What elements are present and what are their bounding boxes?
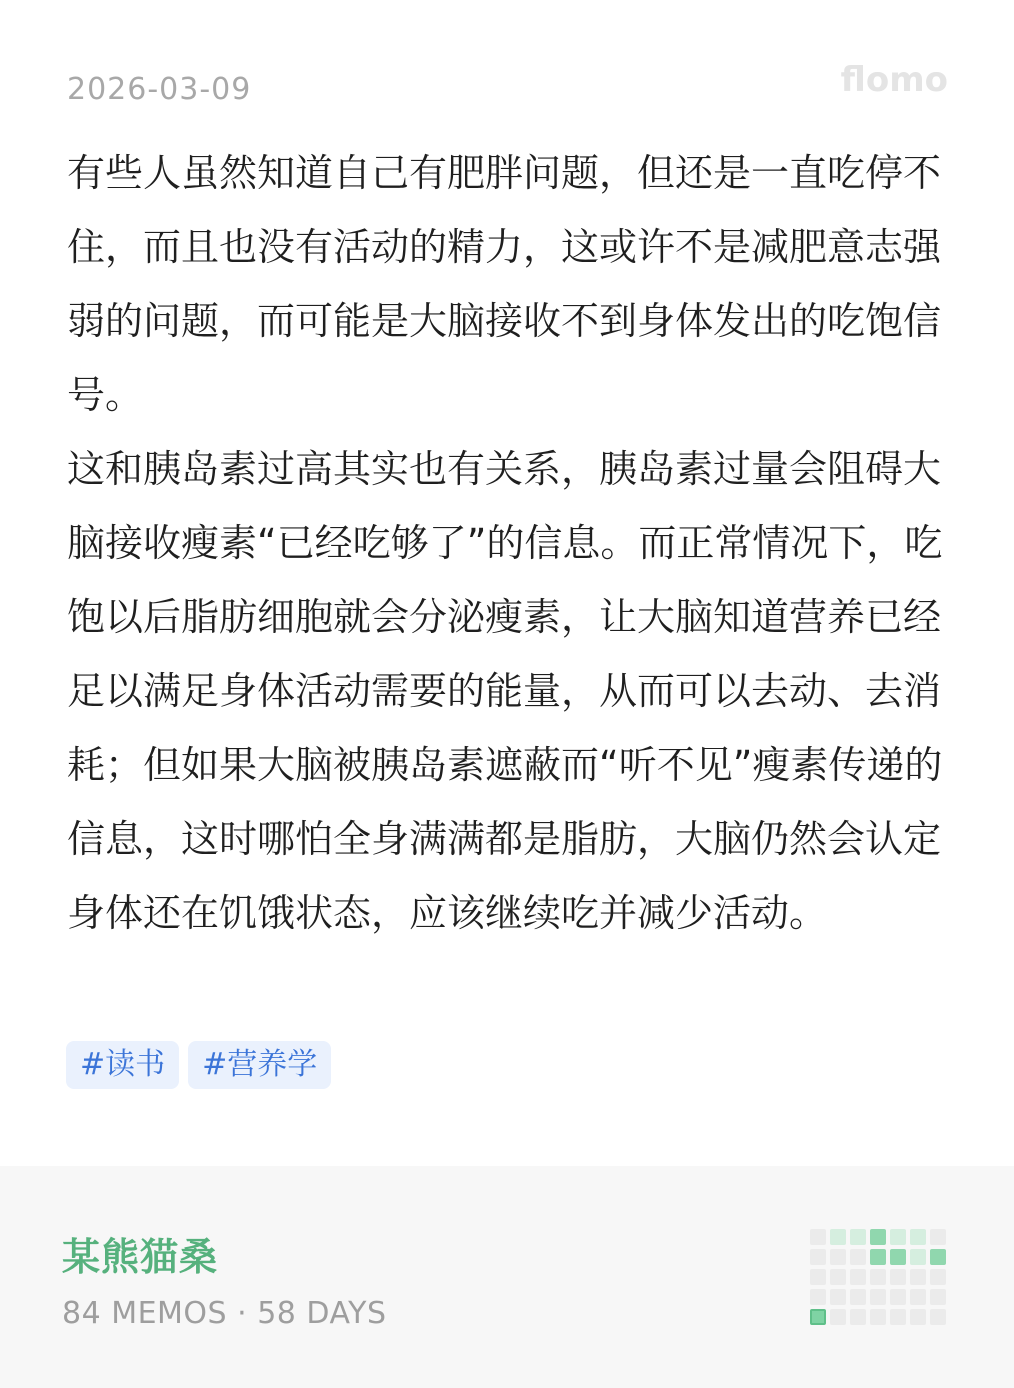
heatmap-cell (810, 1229, 826, 1245)
heatmap-cell (850, 1289, 866, 1305)
tag-nutrition[interactable]: #营养学 (188, 1041, 331, 1089)
heatmap-cell (910, 1249, 926, 1265)
heatmap-cell (810, 1269, 826, 1285)
heatmap-cell (930, 1289, 946, 1305)
heatmap-cell (910, 1309, 926, 1325)
flomo-logo: flomo (840, 60, 948, 100)
heatmap-cell (890, 1249, 906, 1265)
memo-paragraph-2: 这和胰岛素过高其实也有关系，胰岛素过量会阻碍大脑接收瘦素“已经吃够了”的信息。而正常情况下，吃饱以后脂肪细胞就会分泌瘦素，让大脑知道营养已经足以满足身体活动需要的能量，从而可以去动、去消耗；但如果大脑被胰岛素遮蔽而“听不见”瘦素传递的信息，这时哪怕全身满满都是脂肪，大脑仍然会认定身体还在饥饿状态，应该继续吃并减少活动。 (67, 447, 943, 935)
heatmap-cell (930, 1269, 946, 1285)
heatmap-cell (830, 1249, 846, 1265)
heatmap-cell (870, 1229, 886, 1245)
heatmap-cell (930, 1309, 946, 1325)
heatmap-cell (890, 1309, 906, 1325)
heatmap-cell (830, 1289, 846, 1305)
heatmap-cell (850, 1229, 866, 1245)
heatmap-cell (930, 1249, 946, 1265)
memo-stats: 84 MEMOS · 58 DAYS (62, 1296, 387, 1331)
heatmap-cell (910, 1229, 926, 1245)
heatmap-cell (850, 1269, 866, 1285)
heatmap-cell (830, 1229, 846, 1245)
heatmap-cell (910, 1289, 926, 1305)
heatmap-cell (890, 1269, 906, 1285)
heatmap-cell (870, 1269, 886, 1285)
heatmap-cell (830, 1269, 846, 1285)
heatmap-cell (870, 1289, 886, 1305)
heatmap-cell (850, 1249, 866, 1265)
heatmap-cell (850, 1309, 866, 1325)
heatmap-cell (910, 1269, 926, 1285)
heatmap-cell (870, 1249, 886, 1265)
tag-reading[interactable]: #读书 (66, 1041, 179, 1089)
heatmap-cell (810, 1249, 826, 1265)
memo-content (67, 136, 947, 950)
username: 某熊猫桑 (62, 1235, 219, 1279)
activity-heatmap (810, 1229, 946, 1325)
heatmap-cell (810, 1309, 826, 1325)
memo-paragraph-1: 有些人虽然知道自己有肥胖问题，但还是一直吃停不住，而且也没有活动的精力，这或许不是减肥意志强弱的问题，而可能是大脑接收不到身体发出的吃饱信号。 (67, 151, 942, 417)
heatmap-cell (830, 1309, 846, 1325)
heatmap-cell (870, 1309, 886, 1325)
heatmap-cell (890, 1289, 906, 1305)
heatmap-cell (890, 1229, 906, 1245)
heatmap-cell (810, 1289, 826, 1305)
tag-list (66, 1041, 331, 1089)
heatmap-cell (930, 1229, 946, 1245)
memo-date: 2026-03-09 (67, 72, 252, 107)
